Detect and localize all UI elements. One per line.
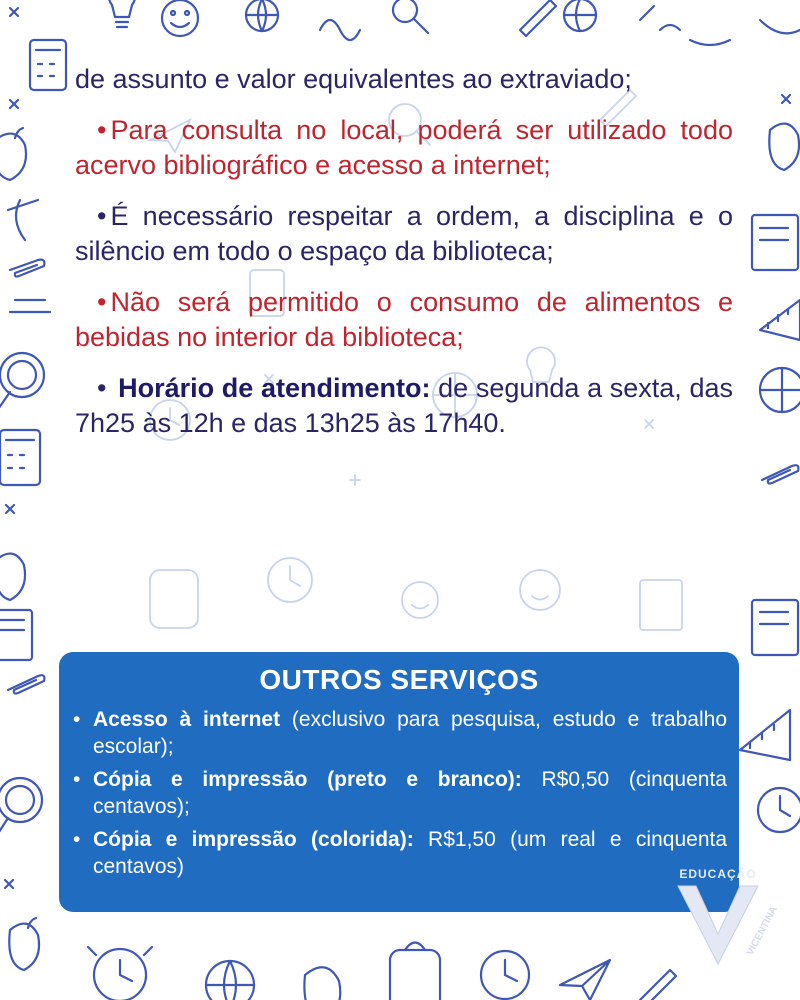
- x-mark-icon: [10, 8, 18, 16]
- paragraph-text: Não será permitido o consumo de alimentos e bebidas no interior da biblioteca;: [75, 287, 733, 352]
- clock-icon: [268, 558, 312, 602]
- paragraph-consultation: [75, 113, 733, 183]
- smiley-icon: [402, 582, 438, 618]
- globe-icon: [564, 0, 596, 31]
- apple-icon: [0, 554, 25, 600]
- backpack-icon: [150, 570, 198, 628]
- service-name: Cópia e impressão (preto e branco):: [93, 768, 522, 791]
- magnifier-icon: [393, 0, 428, 33]
- magnifier-icon: [0, 778, 42, 846]
- apple-icon: [769, 124, 799, 170]
- service-detail: R$0,50 (cinquenta centavos);: [93, 768, 727, 818]
- bullet: •: [73, 768, 81, 791]
- smiley-icon: [520, 570, 560, 610]
- calculator-icon: [30, 40, 66, 90]
- clock-icon: [758, 788, 800, 832]
- book-icon: [752, 600, 798, 655]
- apple-icon: [9, 918, 39, 970]
- ruler-icon: [740, 710, 790, 760]
- bullet: •: [97, 287, 107, 317]
- globe-icon: [246, 0, 278, 31]
- apple-icon: [0, 128, 26, 180]
- bullet: •: [97, 373, 107, 403]
- paper-clip-icon: [762, 465, 798, 483]
- book-icon: [752, 215, 798, 270]
- service-item-bw-copy: [71, 766, 727, 820]
- backpack-icon: [390, 943, 440, 1000]
- opening-hours-label: Horário de atendimento:: [118, 373, 431, 403]
- smiley-icon: [162, 0, 198, 36]
- clock-icon: [88, 947, 152, 1000]
- paragraph-text: Para consulta no local, poderá ser utilizado todo acervo bibliográfico e acesso a internet;: [75, 115, 733, 180]
- service-detail: (exclusivo para pesquisa, estudo e trabalho escolar);: [93, 708, 727, 758]
- logo-side-text: VICENTINA: [744, 904, 780, 958]
- bullet: •: [73, 828, 81, 851]
- paragraph-lost-item: [75, 62, 733, 97]
- globe-icon: [206, 961, 254, 1000]
- logo-top-text: EDUCAÇÃO: [679, 867, 757, 881]
- paper-plane-icon: [560, 960, 610, 1000]
- service-name: Acesso à internet: [93, 708, 281, 731]
- service-detail: R$1,50 (um real e cinquenta centavos): [93, 828, 728, 878]
- other-services-panel: [59, 652, 739, 912]
- basketball-icon: [760, 368, 800, 412]
- magnifier-icon: [0, 353, 44, 418]
- lightbulb-icon: [109, 0, 135, 27]
- service-name: Cópia e impressão (colorida):: [93, 828, 414, 851]
- x-mark-icon: [10, 100, 18, 108]
- x-mark-icon: [782, 95, 790, 103]
- paragraph-text: de segunda a sexta, das 7h25 às 12h e das 13h25 às 17h40.: [75, 373, 733, 438]
- ruler-icon: [760, 300, 800, 340]
- bullet: •: [97, 201, 107, 231]
- x-mark-icon: [5, 880, 13, 888]
- bullet: •: [73, 708, 81, 731]
- paragraph-text: de assunto e valor equivalentes ao extraviado;: [75, 64, 632, 94]
- book-icon: [0, 610, 32, 660]
- calculator-icon: [0, 430, 40, 485]
- pencil-icon: [520, 0, 556, 36]
- service-item-color-copy: [71, 826, 727, 880]
- service-item-internet: [71, 706, 727, 760]
- clock-icon: [481, 951, 529, 999]
- apple-icon: [304, 967, 340, 1000]
- educacao-vicentina-logo: [668, 864, 780, 974]
- logo-letter: V: [717, 924, 719, 925]
- panel-title: OUTROS SERVIÇOS: [259, 664, 539, 695]
- bullet: •: [97, 115, 107, 145]
- paper-clip-icon: [10, 260, 44, 277]
- pencil-icon: [640, 970, 676, 1000]
- rules-text: [75, 62, 733, 457]
- paragraph-text: É necessário respeitar a ordem, a disciplina e o silêncio em todo o espaço da biblioteca;: [75, 201, 733, 266]
- x-mark-icon: [6, 505, 14, 513]
- book-icon: [640, 580, 682, 630]
- paper-clip-icon: [8, 675, 44, 693]
- paragraph-food-rule: [75, 285, 733, 355]
- paragraph-opening-hours: [75, 371, 733, 441]
- paragraph-discipline: [75, 199, 733, 269]
